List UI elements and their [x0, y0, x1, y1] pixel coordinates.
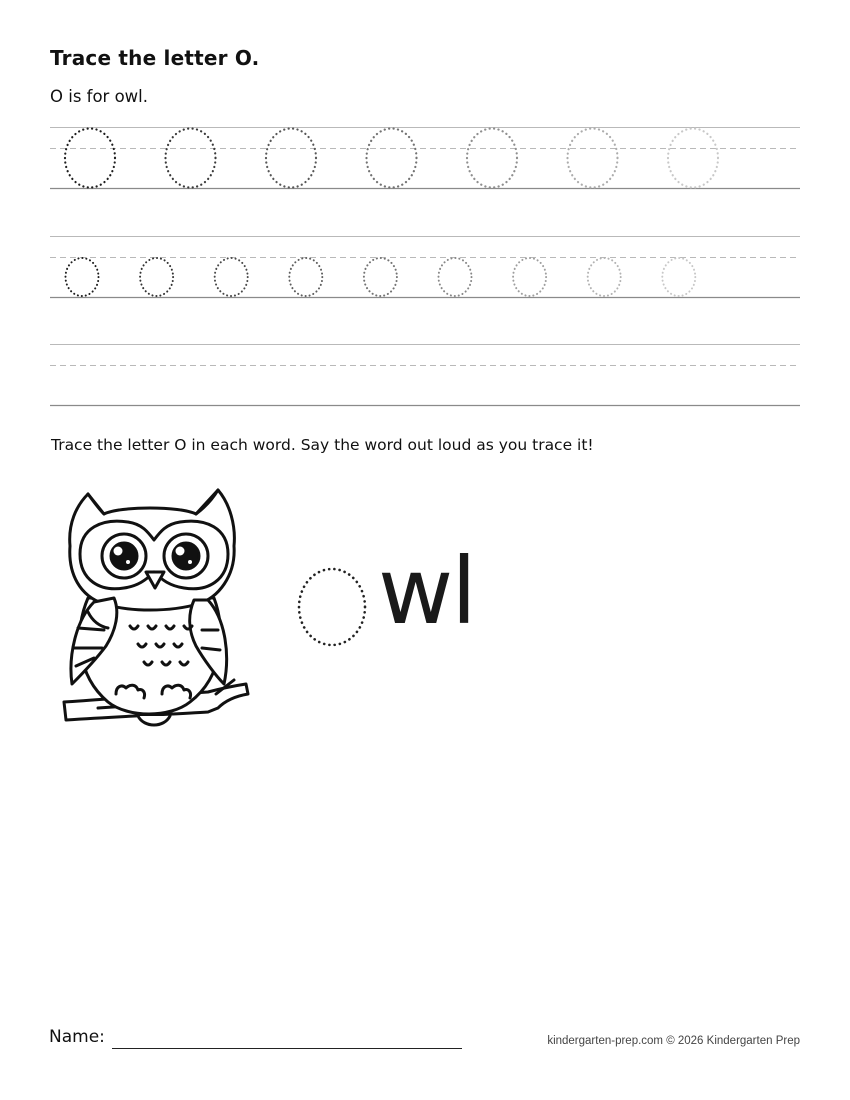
- trace-letter-o[interactable]: [215, 258, 248, 296]
- writing-guide-lines: [50, 128, 800, 406]
- trace-letter-o[interactable]: [662, 258, 695, 296]
- word-trace-instruction: Trace the letter O in each word. Say the word out loud as you trace it!: [51, 436, 594, 454]
- page-subtitle: O is for owl.: [50, 87, 149, 106]
- trace-letter-o[interactable]: [364, 258, 397, 296]
- trace-letter-o[interactable]: [513, 258, 546, 296]
- name-label: Name:: [49, 1027, 105, 1047]
- trace-letter-o[interactable]: [588, 258, 621, 296]
- word-trace-owl: [292, 538, 532, 660]
- trace-letter-o[interactable]: [467, 129, 517, 188]
- trace-letter-o[interactable]: [289, 258, 322, 296]
- footer-credit: kindergarten-prep.com © 2026 Kindergarten Prep: [547, 1035, 800, 1047]
- trace-letter-o[interactable]: [568, 129, 618, 188]
- trace-letter-o[interactable]: [668, 129, 718, 188]
- trace-letter-o[interactable]: [65, 129, 115, 188]
- trace-letter-o[interactable]: [439, 258, 472, 296]
- trace-letter-o[interactable]: [166, 129, 216, 188]
- name-write-line[interactable]: [112, 1048, 462, 1049]
- page-title: Trace the letter O.: [50, 46, 260, 70]
- large-trace-letters-row: [65, 129, 718, 188]
- owl-on-branch-icon: [58, 480, 253, 740]
- traced-letter-o: [292, 560, 372, 652]
- word-remaining-letters: wl: [378, 538, 475, 645]
- tracing-practice-area: [0, 0, 850, 420]
- trace-letter-o[interactable]: [367, 129, 417, 188]
- small-trace-letters-row: [66, 258, 696, 296]
- trace-letter-o[interactable]: [66, 258, 99, 296]
- trace-letter-o[interactable]: [266, 129, 316, 188]
- trace-letter-o[interactable]: [140, 258, 173, 296]
